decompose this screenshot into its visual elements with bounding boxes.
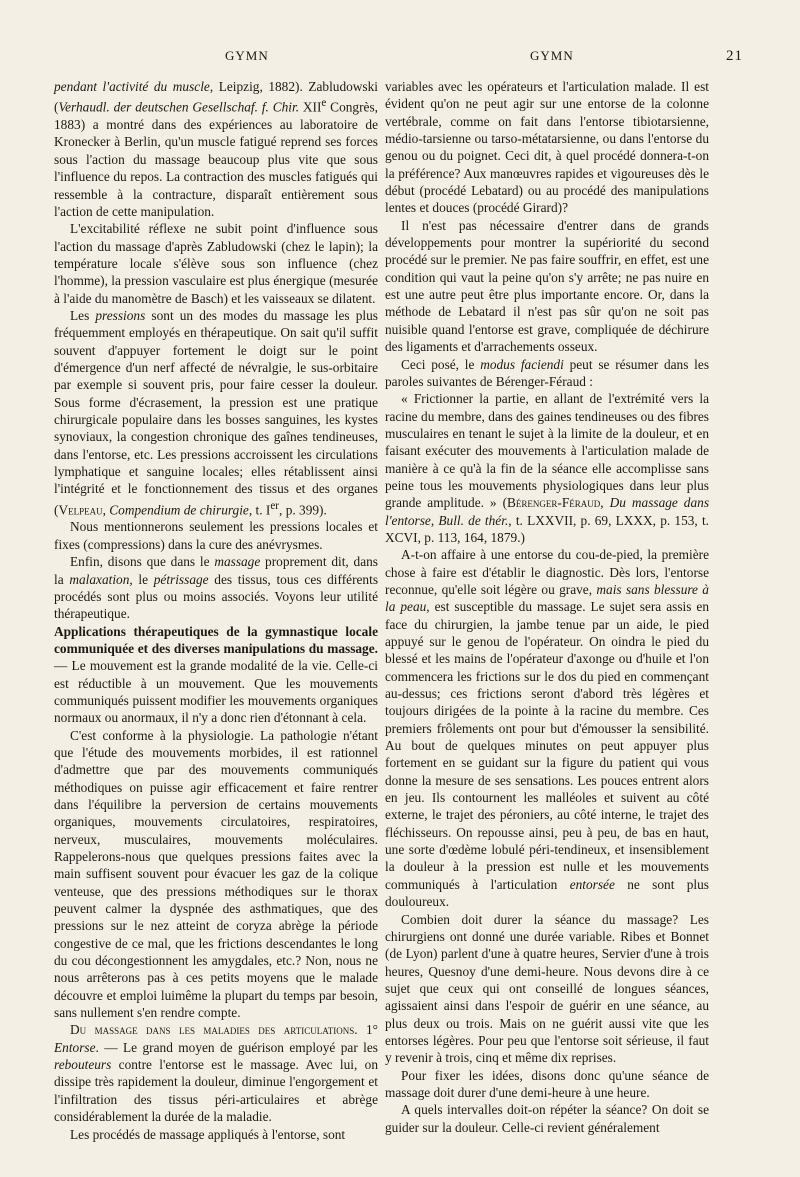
page-number: 21 bbox=[726, 48, 743, 64]
paragraph: L'excitabilité réflexe ne subit point d'influence sous l'action du massage d'après Zabludowski (chez le lapin); la température locale s'élève sous son influence (chez l'homme), la pression vasculaire est plus énergique (mesurée à l'aide du manomètre de Basch) et les vaisseaux se dilatent. bbox=[54, 221, 378, 306]
paragraph: Du massage dans les maladies des articulations. 1° Entorse. — Le grand moyen de guérison employé par les rebouteurs contre l'entorse est le massage. Avec lui, on dissipe très rapidement la douleur, diminue l'engorgement et l'infiltration des tissus péri-articulaires et abrège considérablement la durée de la maladie. bbox=[54, 1022, 378, 1125]
right-column bbox=[385, 78, 709, 1136]
paragraph: Les procédés de massage appliqués à l'entorse, sont bbox=[70, 1126, 346, 1142]
paragraph: Il n'est pas nécessaire d'entrer dans de grands développements pour montrer la supériorité du second procédé sur le premier. Ne pas faire souffrir, en effet, est une condition qui vaut la peine qu'on s'y arrête; ne pas nuire en est une autre peut être plus importante encore. Or, dans la méthode de Lebatard il n'est pas sûr qu'on ne soit pas nuisible quand l'entorse est grave, compliquée de déchirure des ligaments et d'arrachements osseux. bbox=[385, 217, 709, 355]
paragraph: A quels intervalles doit-on répéter la séance? On doit se guider sur la douleur. Celle-ci revient généralement bbox=[385, 1102, 709, 1135]
paragraph: Combien doit durer la séance du massage? Les chirurgiens ont donné une durée variable. Ribes et Bonnet (de Lyon) parlent d'une à quatre heures, Servier d'une à trois heures, Quesnoy d'une demi-heure. Nous devons dire à ce sujet que ceux qui ont conseillé de longues séances, agissaient ainsi dans l'espoir de guérir en une séance, au plus deux ou trois. Mais on ne guérit aussi vite que les entorses légères. Pour peu que l'entorse soit sérieuse, il faut y revenir à trois, cinq et même dix reprises. bbox=[385, 911, 709, 1066]
paragraph: Applications thérapeutiques de la gymnastique locale communiquée et des diverses manipulations du massage. — Le mouvement est la grande modalité de la vie. Celle-ci est réductible à un mouvement. Que les mouvements communiqués puissent modifier les mouvements organiques normaux ou anormaux, il n'y a donc rien d'étonnant à cela. bbox=[54, 623, 378, 726]
running-head-left: GYMN bbox=[225, 48, 269, 63]
paragraph: Ceci posé, le modus faciendi peut se résumer dans les paroles suivantes de Bérenger-Féraud : bbox=[385, 356, 710, 389]
paragraph: A-t-on affaire à une entorse du cou-de-pied, la première chose à faire est d'établir le diagnostic. Dès lors, l'entorse reconnue, qu'elle soit légère ou grave, mais sans blessure à la peau, est susceptible du massage. Le sujet sera assis en face du chirurgien, la jambe tenue par un aide, le pied appuyé sur le genou de l'opérateur. On oindra le pied du blessé et les mains de l'opérateur d'axonge ou d'huile et l'on commencera les frictions sur le dos du pied en commençant au-dessus; ces frictions seront d'abord très légères et toujours dirigées de la pointe à la racine du membre. Ces premiers frôlements ont pour but d'émousser la sensibilité. Au bout de quelques minutes on peut appuyer plus fortement en se guidant sur la figure du patient qui vous donne la mesure de ses sensations. Les pouces entrent alors en jeu. Ils contournent les malléoles et suivent au côté externe, le trajet des péroniers, au côté interne, le trajet des fléchisseurs. On repousse ainsi, peu à peu, de bas en haut, une sorte d'œdème lobulé péri-tendineux, et insensiblement la douleur à la pression est nulle et les mouvements communiqués à l'articulation entorsée ne sont plus douloureux. bbox=[385, 547, 710, 910]
paragraph: Les pressions sont un des modes du massage les plus fréquemment employés en thérapeutique. On sait qu'il suffit souvent d'appuyer fortement le doigt sur le point d'émergence d'un nerf affecté de névralgie, le sus-orbitaire par exemple si souvent pris, pour faire cesser la douleur. Sous forme d'écrasement, la pression est une pratique chirurgicale populaire dans les bosses sanguines, les kystes synoviaux, la congestion chronique des gaînes tendineuses, dans l'entorse, etc. Les pressions accroissent les circulations lymphatique et sanguine locales; elles rétablissent ainsi l'intégrité et le fonctionnement des tissus et des organes (Velpeau, Compendium de chirurgie, t. Ier, p. 399). bbox=[54, 307, 378, 518]
paragraph: C'est conforme à la physiologie. La pathologie n'étant que l'étude des mouvements morbides, il est rationnel d'admettre que par des mouvements communiqués méthodiques on puisse agir efficacement et faire rentrer dans l'équilibre la perversion de certains mouvements organiques, mouvements circulatoires, respiratoires, nerveux, musculaires, mouvements moléculaires. Rappelerons-nous que quelques pressions faites avec la main suffisent souvent pour évacuer les gaz de la colique venteuse, que des pressions méthodiques sur le thorax peuvent calmer la dyspnée des asthmatiques, que des pressions sur le nez atteint de coryza abrège la période congestive de ce mal, que les frictions descendantes le long du cou décongestionnent les amygdales, etc.? Non, nous ne nous arrêterons pas à ces petits moyens que le malade découvre et emploi luimême la plupart du temps par besoin, sans nullement s'en rendre compte. bbox=[54, 727, 378, 1021]
running-head-right: GYMN bbox=[530, 48, 574, 63]
page-header bbox=[0, 48, 800, 68]
paragraph: Pour fixer les idées, disons donc qu'une séance de massage doit durer d'une demi-heure à une heure. bbox=[385, 1067, 709, 1100]
left-column bbox=[54, 78, 378, 1143]
paragraph: Enfin, disons que dans le massage proprement dit, dans la malaxation, le pétrissage des tissus, tous ces différents procédés sont plus ou moins associés. Voyons leur utilité thérapeutique. bbox=[54, 554, 379, 622]
paragraph: pendant l'activité du muscle, Leipzig, 1882). Zabludowski (Verhaudl. der deutschen Gesellschaf. f. Chir. XIIe Congrès, 1883) a montré dans des expériences au laboratoire de Kronecker à Berlin, qu'un muscle fatigué reprend ses forces sous l'action du massage beaucoup plus vite que sous l'influence du repos. La contraction des muscles fatigués qui ressemble à la contracture, disparaît entièrement sous l'action de cette manipulation. bbox=[54, 79, 378, 219]
paragraph: variables avec les opérateurs et l'articulation malade. Il est évident qu'on ne peut agir sur une entorse de la colonne vertébrale, comme on fait dans l'entorse tibiotarsienne, médio-tarsienne ou tarso-métatarsienne, ou dans l'entorse du genou ou du poignet. Ceci dit, à quel procédé donnera-t-on la préférence? Aux manœuvres rapides et vigoureuses dès le début (procédé Lebatard) ou au procédé des manipulations lentes et douces (procédé Girard)? bbox=[385, 79, 709, 216]
paragraph: Nous mentionnerons seulement les pressions locales et fixes (compressions) dans la cure des anévrysmes. bbox=[54, 519, 378, 552]
paragraph: « Frictionner la partie, en allant de l'extrémité vers la racine du membre, dans des gaines tendineuses ou des fibres musculaires en tenant le sujet à la limite de la douleur, et en faisant exécuter des mouvements à l'articulation malade de manière à ce qu'à la fin de la séance elle accomplisse sans peine tous les mouvements physiologiques dans leur plus grande amplitude. » (Bérenger-Féraud, Du massage dans l'entorse, Bull. de thér., t. LXXVII, p. 69, LXXX, p. 153, t. XCVI, p. 113, 164, 1879.) bbox=[385, 391, 710, 545]
